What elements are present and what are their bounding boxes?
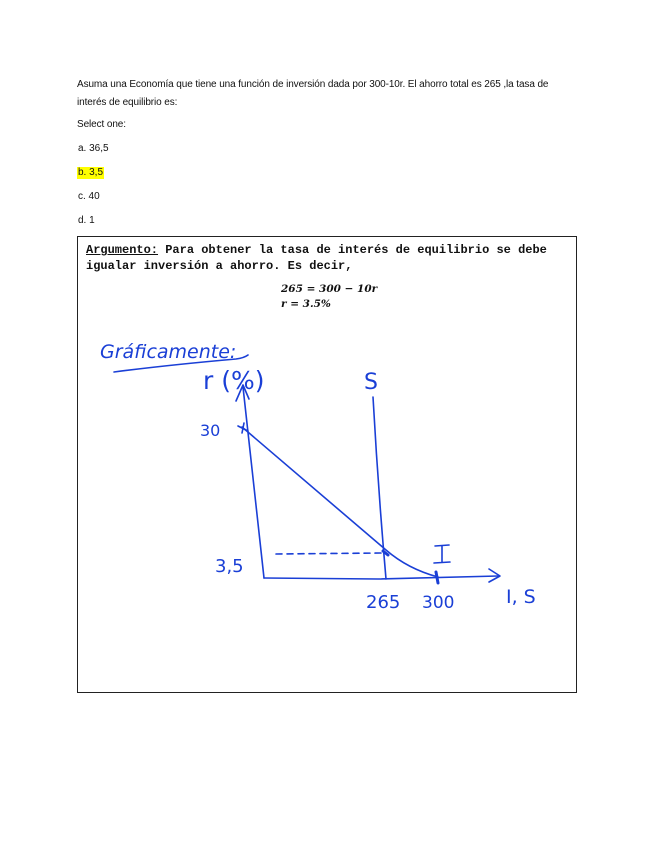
- sketch-heading: Gráficamente:: [100, 341, 237, 363]
- x-axis-label: I, S: [506, 586, 536, 608]
- equation-2: r = 3.5%: [281, 298, 331, 310]
- x-axis: [264, 576, 498, 579]
- select-one-label: Select one:: [77, 119, 126, 130]
- x-tick-265: 265: [366, 592, 401, 613]
- savings-label: S: [364, 370, 378, 395]
- y-axis-label: r (%): [203, 366, 265, 395]
- y-tick-3-5: 3,5: [215, 556, 244, 577]
- y-tick-30: 30: [200, 421, 221, 440]
- point-300: [436, 572, 438, 583]
- equation-1: 265 = 300 − 10r: [281, 283, 378, 295]
- option-c[interactable]: c. 40: [78, 191, 100, 202]
- investment-symbol: [434, 545, 450, 563]
- option-d[interactable]: d. 1: [78, 215, 95, 226]
- investment-line: [242, 427, 438, 577]
- equilibrium-dashed-line: [276, 553, 382, 554]
- y-axis: [243, 387, 264, 578]
- option-b-highlighted[interactable]: b. 3,5: [78, 167, 104, 178]
- handwritten-graph: [78, 237, 575, 691]
- argument-box: [77, 236, 577, 693]
- question-text: Asuma una Economía que tiene una función de inversión dada por 300-10r. El ahorro total es 265 ,la tasa de interés de equilibrio es:: [77, 79, 549, 108]
- x-tick-300: 300: [422, 593, 455, 613]
- argument-label: Argumento:: [86, 243, 159, 257]
- option-a[interactable]: a. 36,5: [78, 143, 109, 154]
- argument-body: Para obtener la tasa de interés de equilibrio se debe igualar inversión a ahorro. Es decir,: [86, 243, 547, 273]
